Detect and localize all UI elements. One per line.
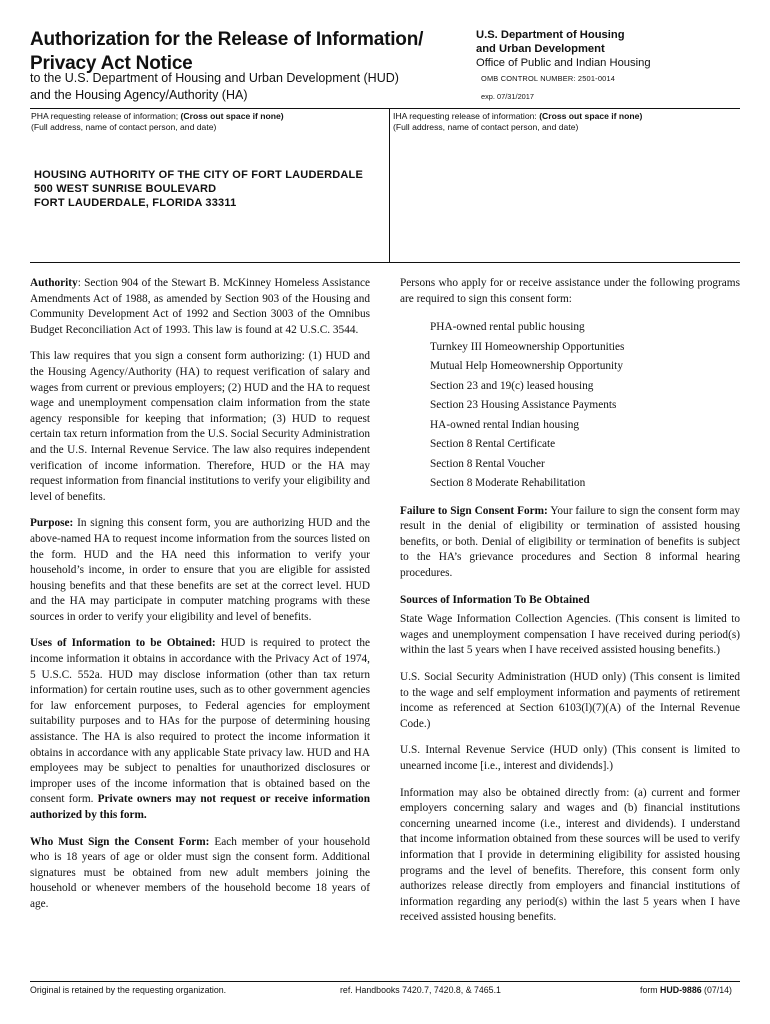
uses-text: HUD is required to protect the income information it obtains in accordance with the Privacy Act of 1974, 5 U.S.C. 552a. HUD may disclose information (other than tax return information) for certain routine uses, such as to other government agencies for law enforcement purposes, to Federal agencies for employment suitability purposes and to HAs for the purpose of determining housing assistance. The HA is also required to protect the income information it obtains in accordance with any applicable State privacy law. HUD and HA employees may be subject to penalties for unauthorized disclosures or improper uses of the income information that is obtained based on the consent form. bbox=[30, 637, 370, 806]
program-item: PHA-owned rental public housing bbox=[430, 321, 585, 334]
purpose-heading: Purpose: bbox=[30, 517, 74, 530]
right-column bbox=[400, 276, 740, 937]
program-item: Section 23 Housing Assistance Payments bbox=[430, 399, 617, 412]
program-item: Section 8 Moderate Rehabilitation bbox=[430, 477, 586, 490]
pha-address-line-3: FORT LAUDERDALE, FLORIDA 33311 bbox=[34, 197, 237, 209]
failure-text: Your failure to sign the consent form may result in the denial of eligibility or termination of assisted housing benefits, or both. Denial of eligibility or termination of benefits is subject to the HA’s grievance procedures and Section 8 informal hearing procedures. bbox=[400, 504, 740, 580]
form-subtitle bbox=[30, 70, 399, 104]
iha-cross-out: (Cross out space if none) bbox=[539, 111, 643, 121]
agency-line-2: and Urban Development bbox=[476, 43, 605, 55]
expiration-date: exp. 07/31/2017 bbox=[481, 92, 535, 101]
box-divider bbox=[389, 108, 390, 262]
sources-irs: U.S. Internal Revenue Service (HUD only) (This consent is limited to unearned income [i.e., interest and dividends].) bbox=[400, 744, 740, 772]
pha-address-line-1: HOUSING AUTHORITY OF THE CITY OF FORT LAUDERDALE bbox=[34, 169, 364, 181]
failure-heading: Failure to Sign Consent Form: bbox=[400, 504, 548, 517]
program-item: Section 23 and 19(c) leased housing bbox=[430, 379, 594, 392]
sources-heading: Sources of Information To Be Obtained bbox=[400, 593, 590, 606]
agency-line-1: U.S. Department of Housing bbox=[476, 29, 625, 41]
sources-state-wage: State Wage Information Collection Agencies. (This consent is limited to wages and unemployment compensation I have received during period(s) within the last 5 years when I have received assisted housing benefits.) bbox=[400, 613, 740, 657]
footer-handbooks: ref. Handbooks 7420.7, 7420.8, & 7465.1 bbox=[340, 985, 501, 995]
who-text: Each member of your household who is 18 years of age or older must sign the consent form. Additional signatures must be obtained from new adult members joining the household or whenever members of the household become 18 years of age. bbox=[30, 835, 370, 910]
who-paragraph bbox=[30, 835, 370, 913]
authority-paragraph bbox=[30, 276, 370, 338]
pha-requester-label bbox=[31, 111, 284, 133]
iha-requester-label bbox=[393, 111, 642, 133]
agency-line-3: Office of Public and Indian Housing bbox=[476, 57, 651, 69]
subtitle-line-1: to the U.S. Department of Housing and Urban Development (HUD) bbox=[30, 71, 399, 85]
form-date: (07/14) bbox=[701, 985, 732, 995]
authority-heading: Authority bbox=[30, 277, 78, 289]
program-item: Section 8 Rental Voucher bbox=[430, 457, 545, 470]
form-prefix: form bbox=[640, 985, 661, 995]
uses-paragraph bbox=[30, 636, 370, 823]
title-line-1: Authorization for the Release of Information/ bbox=[30, 29, 424, 50]
program-item: Section 8 Rental Certificate bbox=[430, 438, 556, 451]
subtitle-line-2: and the Housing Agency/Authority (HA) bbox=[30, 88, 248, 102]
iha-label: IHA requesting release of information: bbox=[393, 111, 537, 121]
uses-bold-text: Private owners may not request or receive information authorized by this form. bbox=[30, 793, 370, 821]
title-line-2: Privacy Act Notice bbox=[30, 53, 193, 74]
programs-intro: Persons who apply for or receive assistance under the following programs are required to sign this consent form: bbox=[400, 277, 740, 305]
pha-label: PHA requesting release of information; bbox=[31, 111, 179, 121]
form-id: HUD-9886 bbox=[660, 985, 702, 995]
omb-control-number: OMB CONTROL NUMBER: 2501-0014 bbox=[481, 74, 616, 83]
pha-note: (Full address, name of contact person, and date) bbox=[31, 122, 217, 132]
who-heading: Who Must Sign the Consent Form: bbox=[30, 835, 210, 848]
uses-heading: Uses of Information to be Obtained: bbox=[30, 637, 216, 650]
law-paragraph: This law requires that you sign a consent form authorizing: (1) HUD and the Housing Agency/Authority (HA) to request verification of salary and wages from current or previous employers; (2) HUD and the HA to request wage and unemployment compensation claim information from the state agency responsible for keeping that information; (3) HUD to request certain tax return information from the U.S. Social Security Administration and the U.S. Internal Revenue Service. The law also requires independent verification of income information. Therefore, HUD or the HA may request information from financial institutions to verify your eligibility and level of benefits. bbox=[30, 350, 370, 503]
sources-direct: Information may also be obtained directly from: (a) current and former employers concerning salary and wages and (b) financial institutions concerning unearned income (i.e., interest and dividends). I understand that income information obtained from these sources will be used to verify information that I provide in determining eligibility for assisted housing programs and the level of benefits. Therefore, this consent form only authorizes release directly from employers and financial institutions of information regarding any period(s) within the last 5 years when I have received assisted housing benefits. bbox=[400, 786, 740, 924]
pha-address bbox=[34, 168, 363, 210]
authority-text: : Section 904 of the Stewart B. McKinney Homeless Assistance Amendments Act of 1988, as amended by Section 903 of the Housing and Community Development Act of 1992 and Section 3003 of the Omnibus Budget Reconciliation Act of 1993. This law is found at 42 U.S.C. 3544. bbox=[30, 277, 370, 336]
program-item: Mutual Help Homeownership Opportunity bbox=[430, 360, 623, 373]
footer-form-number bbox=[640, 985, 732, 995]
program-item: HA-owned rental Indian housing bbox=[430, 418, 580, 431]
programs-list bbox=[430, 318, 740, 494]
failure-paragraph bbox=[400, 504, 740, 582]
footer-retained: Original is retained by the requesting organization. bbox=[30, 985, 227, 995]
program-item: Turnkey III Homeownership Opportunities bbox=[430, 340, 625, 353]
pha-address-line-2: 500 WEST SUNRISE BOULEVARD bbox=[34, 183, 217, 195]
box-top-rule bbox=[30, 108, 740, 109]
purpose-paragraph bbox=[30, 516, 370, 625]
purpose-text: In signing this consent form, you are authorizing HUD and the above-named HA to request income information from the sources listed on the form. HUD and the HA need this information to verify your household’s income, in order to ensure that you are eligible for assisted housing benefits and that these benefits are set at the correct level. HUD and the HA may participate in computer matching programs with these sources in order to verify your eligibility and level of benefits. bbox=[30, 517, 370, 623]
agency-block bbox=[476, 28, 651, 70]
iha-note: (Full address, name of contact person, and date) bbox=[393, 122, 579, 132]
pha-cross-out: (Cross out space if none) bbox=[180, 111, 284, 121]
footer-rule bbox=[30, 981, 740, 982]
left-column bbox=[30, 276, 370, 924]
box-bottom-rule bbox=[30, 262, 740, 263]
form-title bbox=[30, 28, 423, 76]
sources-ssa: U.S. Social Security Administration (HUD only) (This consent is limited to the wage and self employment information and payments of retirement income as referenced at Section 6103(l)(7)(A) of the Internal Revenue Code.) bbox=[400, 671, 740, 730]
